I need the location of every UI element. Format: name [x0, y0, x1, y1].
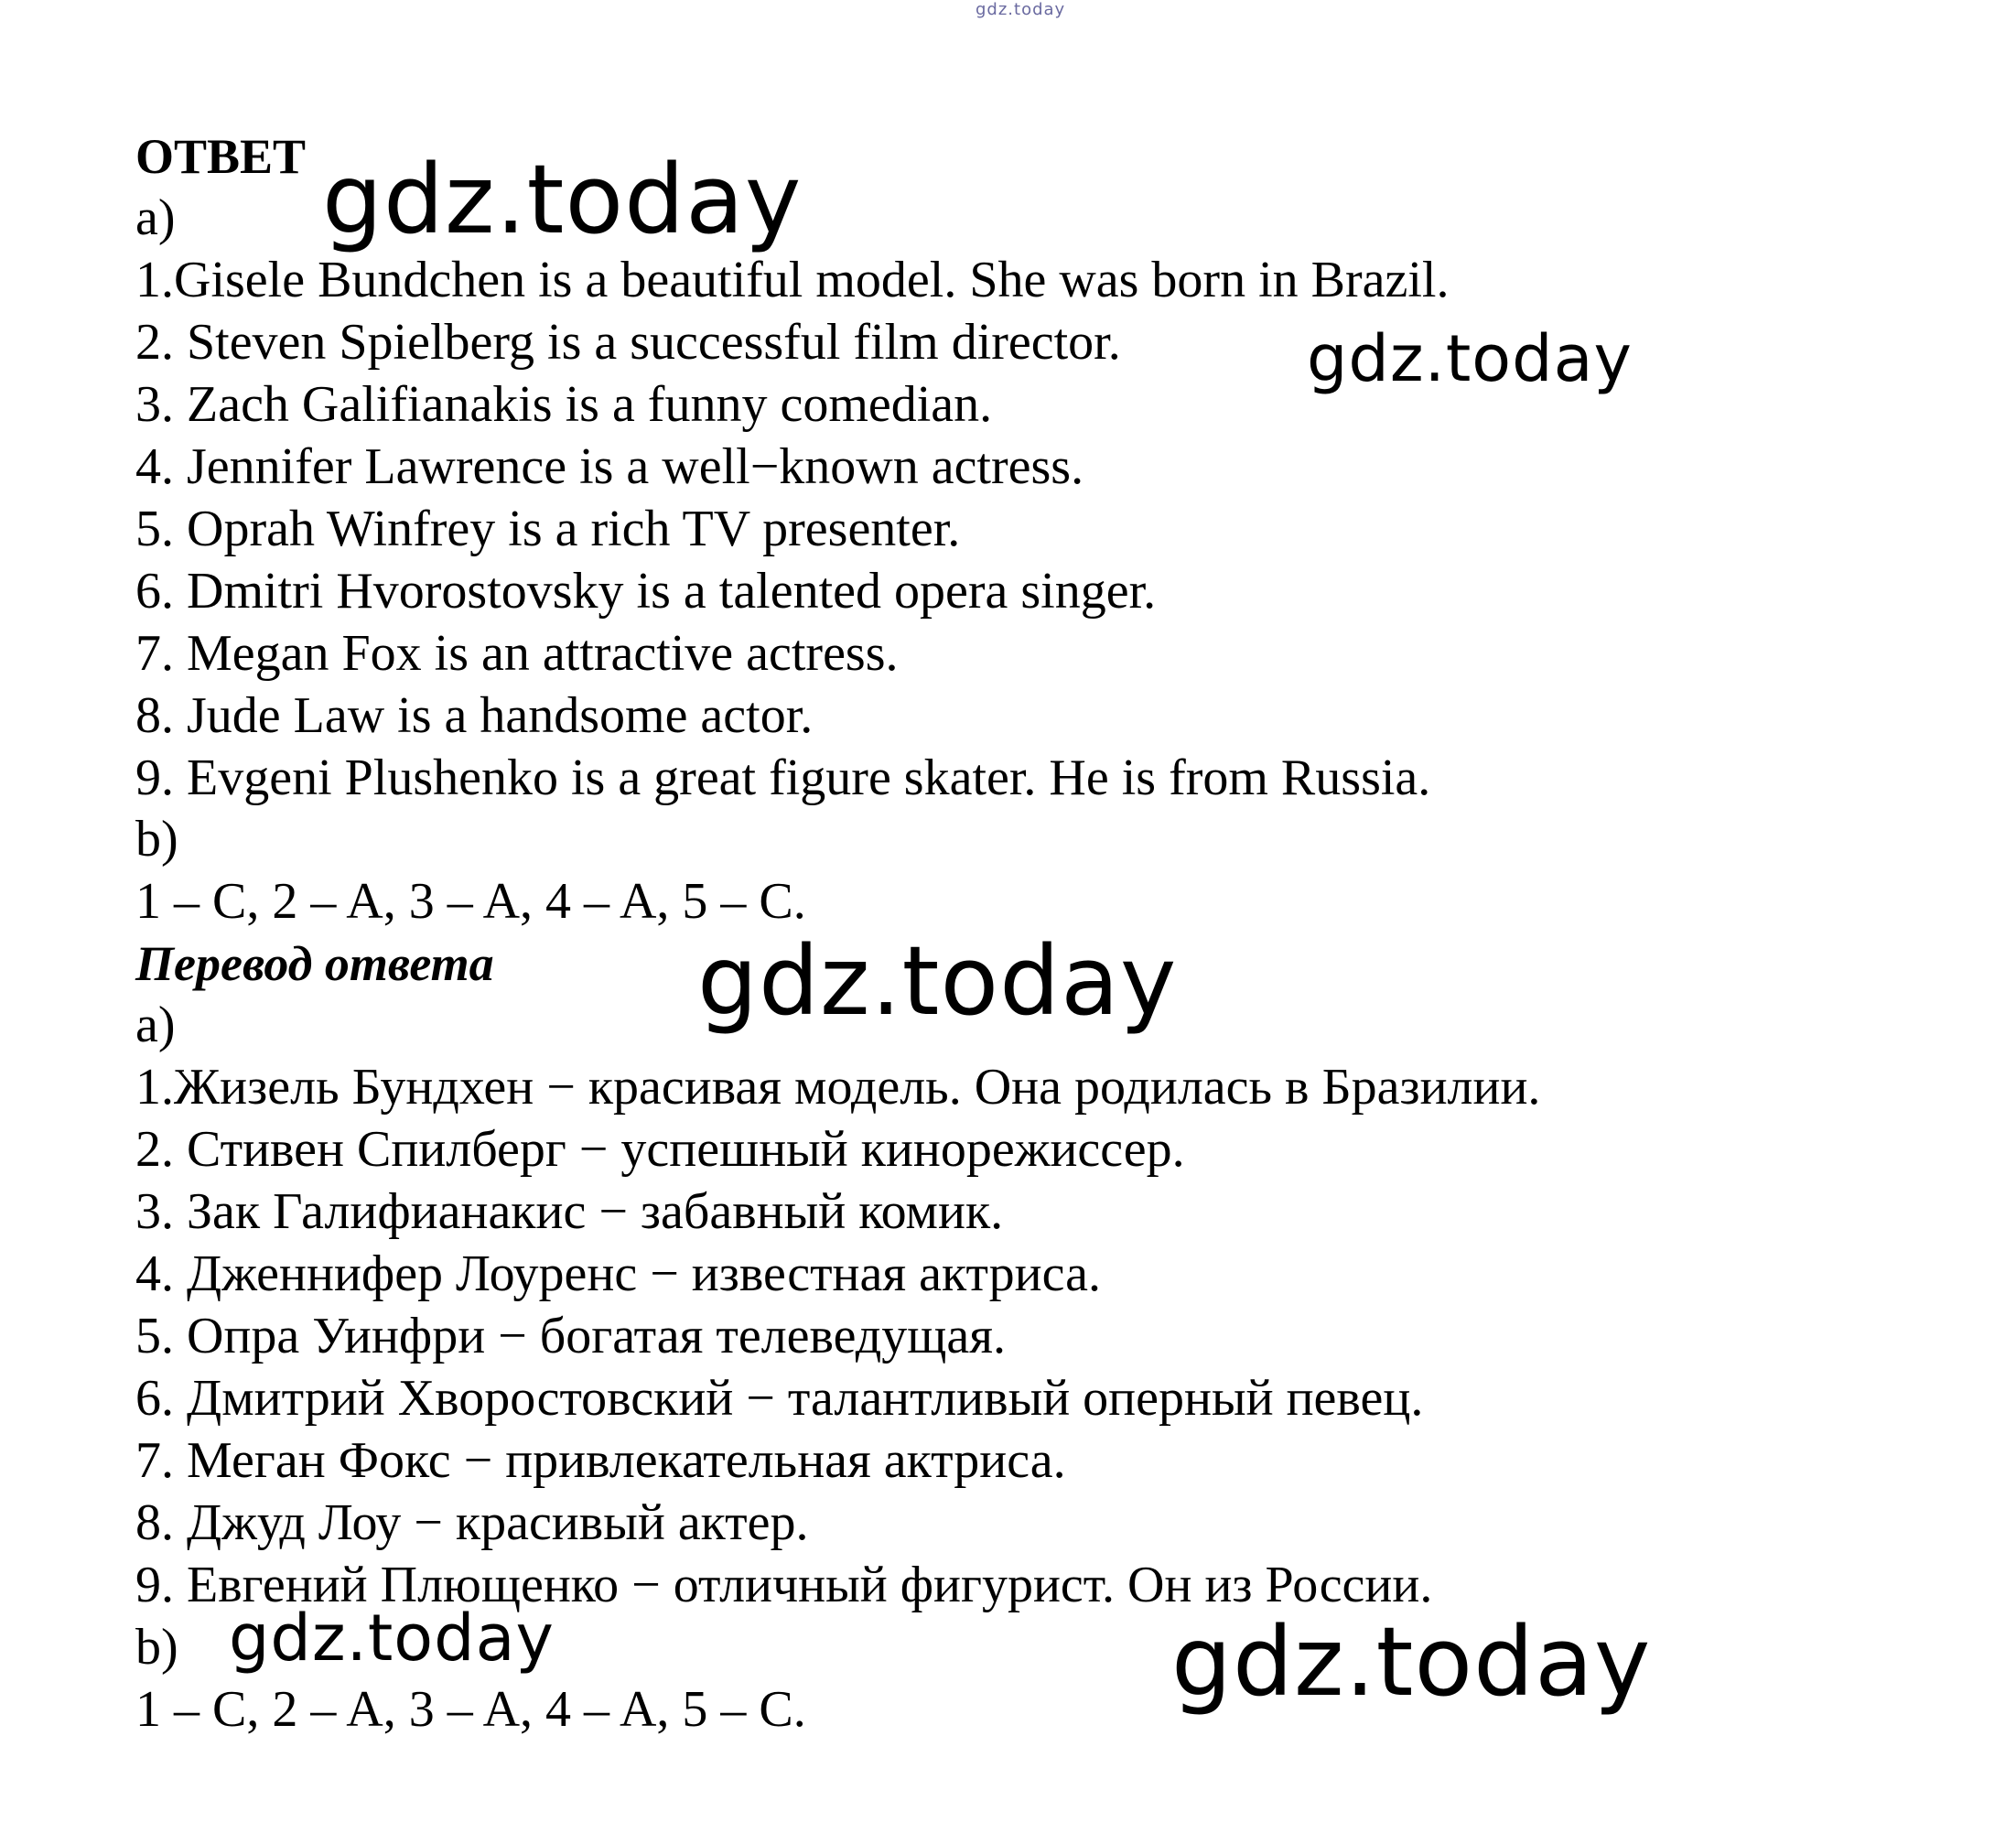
watermark-2: gdz.today	[1307, 321, 1633, 396]
watermark-5: gdz.today	[1171, 1606, 1652, 1718]
translation-item-8: 8. Джуд Лоу − красивый актер.	[135, 1494, 809, 1551]
translation-part-a-label: a)	[135, 997, 176, 1053]
answer-part-b-label: b)	[135, 811, 178, 868]
translation-item-4: 4. Дженнифер Лоуренс − известная актриса.	[135, 1245, 1101, 1302]
answer-item-2: 2. Steven Spielberg is a successful film director.	[135, 314, 1121, 371]
translation-heading: Перевод ответа	[135, 936, 494, 991]
answer-item-9: 9. Evgeni Plushenko is a great figure skater. He is from Russia.	[135, 749, 1431, 806]
answer-item-7: 7. Megan Fox is an attractive actress.	[135, 625, 899, 682]
translation-item-7: 7. Меган Фокс − привлекательная актриса.	[135, 1432, 1066, 1489]
translation-item-9: 9. Евгений Плющенко − отличный фигурист. Он из России.	[135, 1557, 1433, 1613]
translation-part-b-text: 1 – C, 2 – A, 3 – A, 4 – A, 5 – C.	[135, 1681, 806, 1738]
answer-item-1: 1.Gisele Bundchen is a beautiful model. She was born in Brazil.	[135, 252, 1450, 308]
answer-item-8: 8. Jude Law is a handsome actor.	[135, 687, 814, 744]
watermark-4: gdz.today	[229, 1601, 555, 1676]
answer-heading: ОТВЕТ	[135, 129, 307, 184]
translation-item-6: 6. Дмитрий Хворостовский − талантливый оперный певец.	[135, 1370, 1424, 1427]
watermark-1: gdz.today	[322, 144, 803, 255]
answer-item-3: 3. Zach Galifianakis is a funny comedian.	[135, 376, 993, 433]
translation-item-1: 1.Жизель Бундхен − красивая модель. Она родилась в Бразилии.	[135, 1059, 1541, 1116]
translation-item-3: 3. Зак Галифианакис − забавный комик.	[135, 1183, 1004, 1240]
watermark-top: gdz.today	[976, 0, 1066, 19]
translation-item-2: 2. Стивен Спилберг − успешный кинорежиссер.	[135, 1121, 1185, 1178]
answer-item-4: 4. Jennifer Lawrence is a well−known actress.	[135, 438, 1084, 495]
translation-part-b-label: b)	[135, 1619, 178, 1676]
answer-part-a-label: a)	[135, 189, 176, 246]
watermark-3: gdz.today	[697, 925, 1178, 1037]
answer-item-6: 6. Dmitri Hvorostovsky is a talented opera singer.	[135, 563, 1157, 620]
answer-part-b-text: 1 – C, 2 – A, 3 – A, 4 – A, 5 – C.	[135, 873, 806, 930]
translation-item-5: 5. Опра Уинфри − богатая телеведущая.	[135, 1308, 1006, 1364]
answer-item-5: 5. Oprah Winfrey is a rich TV presenter.	[135, 501, 961, 557]
